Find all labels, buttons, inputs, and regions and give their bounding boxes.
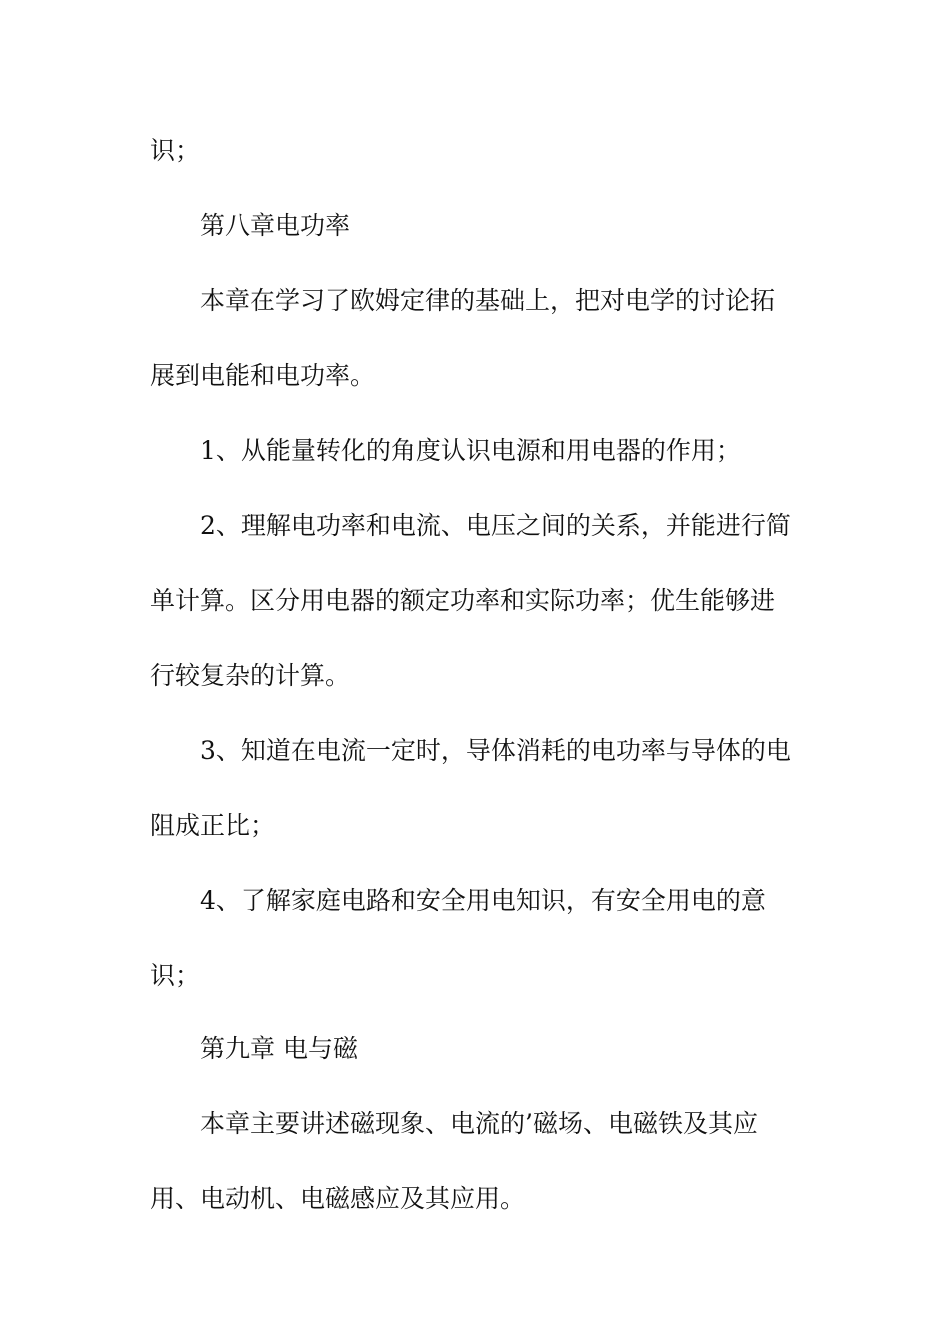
chapter-heading: 第九章 电与磁 — [200, 1034, 358, 1063]
paragraph-line: 行较复杂的计算。 — [150, 661, 351, 690]
paragraph-line: 单计算。区分用电器的额定功率和实际功率；优生能够进 — [150, 586, 776, 615]
text-line: 识； — [150, 136, 201, 165]
paragraph-line: 展到电能和电功率。 — [150, 361, 376, 390]
list-item-3: 3、知道在电流一定时，导体消耗的电功率与导体的电 — [200, 736, 791, 765]
paragraph-line: 本章在学习了欧姆定律的基础上，把对电学的讨论拓 — [200, 286, 776, 315]
chapter-heading: 第八章电功率 — [200, 211, 351, 240]
paragraph-line: 用、电动机、电磁感应及其应用。 — [150, 1184, 526, 1213]
list-item-1: 1、从能量转化的角度认识电源和用电器的作用； — [200, 436, 741, 465]
paragraph-line: 识； — [150, 961, 201, 990]
paragraph-line: 阻成正比； — [150, 811, 276, 840]
paragraph-line: 本章主要讲述磁现象、电流的’磁场、电磁铁及其应 — [200, 1109, 758, 1138]
list-item-2: 2、理解电功率和电流、电压之间的关系，并能进行简 — [200, 511, 791, 540]
list-item-4: 4、了解家庭电路和安全用电知识，有安全用电的意 — [200, 886, 766, 915]
